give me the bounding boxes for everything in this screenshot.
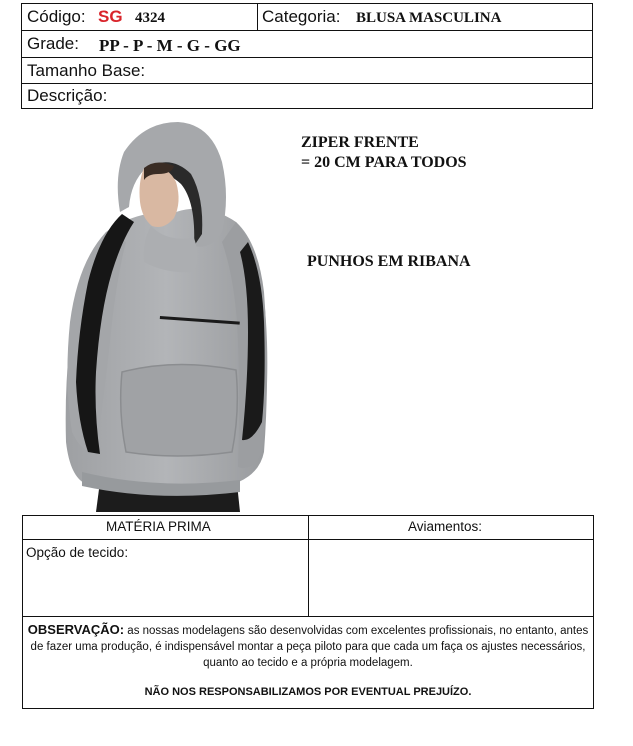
code-label: Código: — [27, 7, 86, 26]
category-value: BLUSA MASCULINA — [356, 10, 502, 26]
header-row-description — [22, 84, 592, 108]
grade-value: PP - P - M - G - GG — [99, 36, 241, 55]
product-photo — [26, 122, 286, 512]
header-row-grade — [22, 31, 592, 58]
materials-table — [22, 515, 594, 709]
observation-text: as nossas modelagens são desenvolvidas com excelentes profissionais, no entanto, antes de fazer uma produção, é indispensável montar a peça piloto para que cada um faça os ajustes necessários, quanto ao tecido e a própria modelagem. — [30, 625, 589, 669]
observation-block — [27, 622, 589, 671]
raw-material-header: MATÉRIA PRIMA — [106, 519, 211, 534]
disclaimer: NÃO NOS RESPONSABILIZAMOS POR EVENTUAL PREJUÍZO. — [144, 686, 472, 698]
table-column-divider — [308, 516, 309, 617]
base-size-label: Tamanho Base: — [27, 61, 146, 80]
code-number: 4324 — [135, 10, 165, 26]
header-divider — [257, 4, 258, 30]
header-row-base-size — [22, 58, 592, 84]
fabric-option-label: Opção de tecido: — [26, 545, 129, 560]
description-label: Descrição: — [27, 86, 108, 105]
observation-divider — [23, 616, 593, 617]
cuffs-note: PUNHOS EM RIBANA — [307, 253, 471, 270]
hoodie-illustration — [26, 122, 286, 512]
observation-title: OBSERVAÇÃO: — [27, 622, 125, 637]
category-label: Categoria: — [262, 7, 341, 26]
zipper-note-line1: ZIPER FRENTE — [301, 134, 419, 151]
code-prefix: SG — [98, 7, 123, 26]
grade-label: Grade: — [27, 34, 79, 53]
header-table — [21, 3, 593, 109]
trims-header: Aviamentos: — [408, 519, 483, 534]
header-row-code — [22, 4, 592, 31]
zipper-note-line2: = 20 CM PARA TODOS — [301, 154, 467, 171]
